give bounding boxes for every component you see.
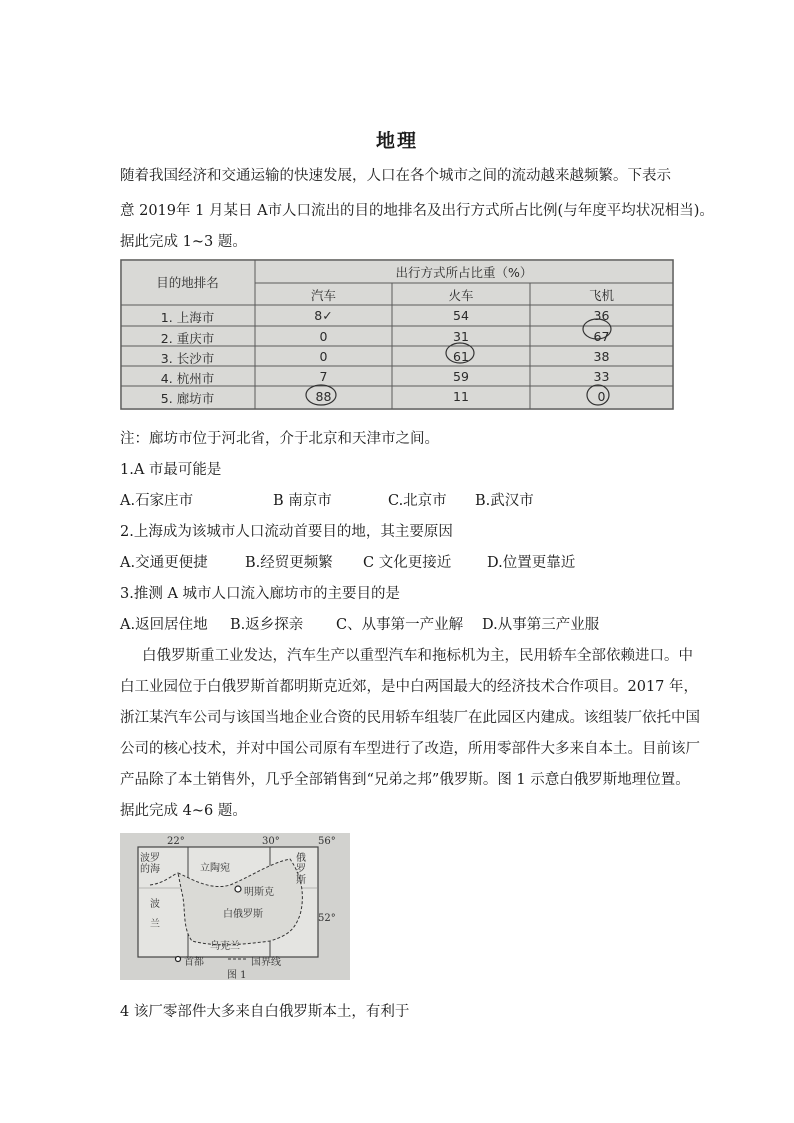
- option-b: B.返乡探亲: [230, 617, 304, 633]
- question-3-stem: 3.推测 A 城市人口流入廊坊市的主要目的是: [120, 586, 401, 602]
- intro-line-2: 意 2019年 1 月某日 A市人口流出的目的地排名及出行方式所占比例(与年度平均状况相当)。: [120, 203, 714, 219]
- table-cell-train: 59: [453, 369, 469, 384]
- option-a: A.返回居住地: [120, 617, 208, 633]
- table-header-group: 出行方式所占比重（%）: [395, 265, 533, 280]
- option-d: D.位置更靠近: [487, 555, 576, 571]
- table-header-plane: 飞机: [588, 288, 614, 303]
- table-cell-plane: 36: [593, 308, 610, 323]
- table-cell-car: 88: [315, 389, 332, 404]
- map-lon-30: 30°: [262, 836, 280, 847]
- table-note: 注：廊坊市位于河北省，介于北京和天津市之间。: [120, 431, 439, 447]
- map-label-minsk: 明斯克: [244, 887, 274, 898]
- table-row-dest: 2. 重庆市: [160, 331, 215, 346]
- table-header-destination: 目的地排名: [156, 275, 219, 290]
- map-legend-capital: 首都: [184, 957, 204, 968]
- table-row-dest: 4. 杭州市: [160, 371, 215, 386]
- question-4-stem: 4 该厂零部件大多来自白俄罗斯本土，有利于: [120, 1004, 410, 1020]
- option-c: C.北京市: [388, 493, 447, 509]
- passage-line-2: 白工业园位于白俄罗斯首都明斯克近郊，是中白两国最大的经济技术合作项目。2017 年，: [120, 679, 699, 695]
- option-d: B.武汉市: [475, 493, 534, 509]
- map-label-russia: 俄罗斯: [296, 853, 306, 886]
- table-header-car: 汽车: [310, 288, 336, 303]
- minsk-capital-marker: [235, 886, 241, 892]
- table-cell-plane: 33: [593, 369, 610, 384]
- passage-line-6: 据此完成 4~6 题。: [120, 803, 247, 819]
- table-cell-car: 0: [319, 349, 328, 364]
- destination-table-image: [120, 259, 674, 410]
- intro-line-3: 据此完成 1~3 题。: [120, 234, 247, 250]
- map-label-belarus: 白俄罗斯: [223, 909, 263, 920]
- table-row-dest: 1. 上海市: [160, 310, 215, 325]
- intro-line-1: 随着我国经济和交通运输的快速发展，人口在各个城市之间的流动越来越频繁。下表示: [120, 168, 671, 184]
- question-2-stem: 2.上海成为该城市人口流动首要目的地，其主要原因: [120, 524, 453, 540]
- table-cell-car: 0: [319, 329, 328, 344]
- question-1-stem: 1.A 市最可能是: [120, 462, 222, 478]
- passage-line-5: 产品除了本土销售外，几乎全部销售到“兄弟之邦”俄罗斯。图 1 示意白俄罗斯地理位置。: [120, 772, 690, 788]
- option-a: A.石家庄市: [120, 493, 194, 509]
- map-lat-56: 56°: [318, 836, 336, 847]
- option-c: C、从事第一产业解: [336, 617, 464, 633]
- table-row-dest: 3. 长沙市: [160, 351, 215, 366]
- table-row-dest: 5. 廊坊市: [160, 391, 215, 406]
- map-label-ukraine: 乌克兰: [210, 941, 240, 952]
- map-label-poland: 波兰: [150, 899, 160, 930]
- table-cell-train: 11: [453, 389, 469, 404]
- belarus-map-image: [120, 833, 350, 980]
- table-cell-train: 54: [453, 308, 469, 323]
- option-d: D.从事第三产业服: [482, 617, 600, 633]
- option-b: B.经贸更频繁: [245, 555, 333, 571]
- map-label-baltic: 波罗的海: [140, 853, 160, 875]
- table-cell-train: 61: [453, 349, 469, 364]
- legend-capital-symbol: [176, 957, 181, 962]
- map-label-lithuania: 立陶宛: [200, 863, 230, 874]
- table-cell-plane: 38: [593, 349, 610, 364]
- passage-line-3: 浙江某汽车公司与该国当地企业合资的民用轿车组装厂在此园区内建成。该组装厂依托中国: [120, 710, 700, 726]
- map-legend-border: 国界线: [251, 957, 281, 968]
- table-cell-plane: 67: [593, 329, 610, 344]
- table-header-train: 火车: [448, 288, 474, 303]
- option-c: C 文化更接近: [363, 555, 452, 571]
- passage-line-4: 公司的核心技术，并对中国公司原有车型进行了改造，所用零部件大多来自本土。目前该厂: [120, 741, 700, 757]
- map-lon-22: 22°: [167, 836, 185, 847]
- page-title: 地理: [375, 130, 418, 152]
- table-cell-car: 7: [319, 369, 328, 384]
- option-b: B 南京市: [273, 493, 332, 509]
- map-caption: 图 1: [227, 970, 247, 981]
- option-a: A.交通更便捷: [120, 555, 208, 571]
- table-cell-car: 8✓: [314, 308, 333, 323]
- table-cell-plane: 0: [597, 389, 606, 404]
- table-cell-train: 31: [453, 329, 469, 344]
- map-lat-52: 52°: [318, 913, 336, 924]
- passage-line-1: 白俄罗斯重工业发达，汽车生产以重型汽车和拖标机为主，民用轿车全部依赖进口。中: [142, 648, 693, 664]
